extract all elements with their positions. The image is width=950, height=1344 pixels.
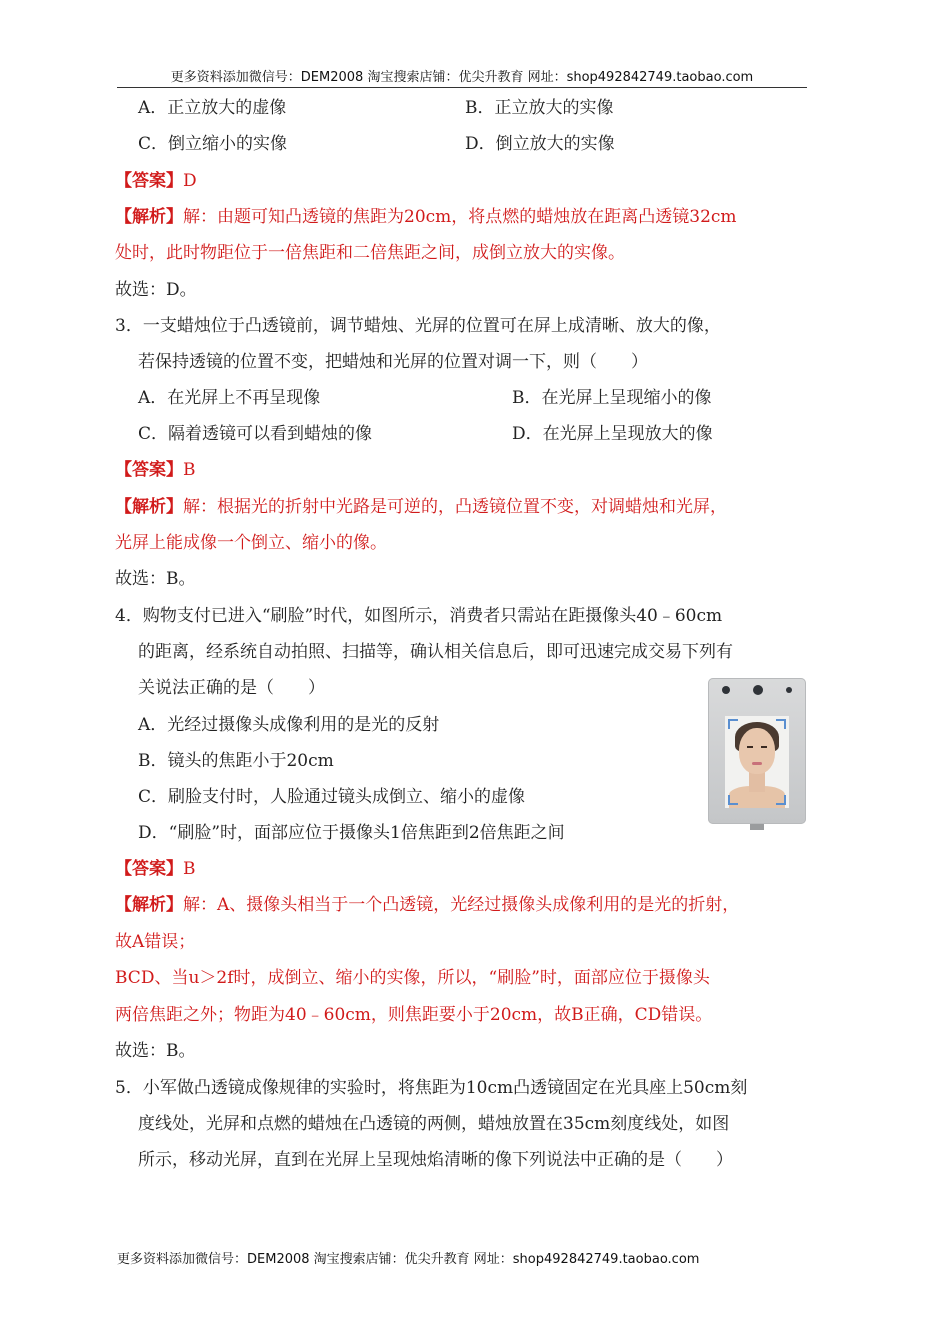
- analysis-label: 【解析】: [115, 497, 183, 517]
- portrait-neck: [749, 772, 765, 792]
- q5-stem-line-3: 所示，移动光屏，直到在光屏上呈现烛焰清晰的像下列说法中正确的是（ ）: [138, 1150, 733, 1170]
- q4-option-a: A．光经过摄像头成像利用的是光的反射: [138, 715, 440, 735]
- q3-option-c: C．隔着透镜可以看到蜡烛的像: [138, 424, 373, 444]
- q4-option-d: D．“刷脸”时，面部应位于摄像头1倍焦距到2倍焦距之间: [138, 823, 565, 843]
- analysis-label: 【解析】: [115, 207, 183, 227]
- q3-answer: [115, 459, 196, 481]
- q4-analysis-line-1: [115, 894, 739, 916]
- q4-answer: [115, 858, 196, 880]
- scan-corner-icon: [728, 795, 738, 805]
- answer-label: 【答案】: [115, 859, 183, 879]
- analysis-text: 解：根据光的折射中光路是可逆的，凸透镜位置不变，对调蜡烛和光屏，: [183, 497, 727, 517]
- face-payment-device-image: [708, 678, 806, 824]
- q4-analysis-line-3: BCD、当u＞2f时，成倒立、缩小的实像，所以，“刷脸”时，面部应位于摄像头: [115, 968, 710, 988]
- q3-option-d: D．在光屏上呈现放大的像: [512, 424, 713, 444]
- q3-analysis-line-1: [115, 496, 727, 518]
- portrait-lips: [752, 762, 762, 765]
- device-stand: [750, 824, 764, 830]
- analysis-text: 解：由题可知凸透镜的焦距为20cm，将点燃的蜡烛放在距离凸透镜32cm: [183, 207, 737, 227]
- q2-answer: [115, 170, 197, 192]
- q2-analysis-line-1: [115, 206, 808, 228]
- q3-option-a: A．在光屏上不再呈现像: [138, 388, 321, 408]
- scan-corner-icon: [776, 795, 786, 805]
- analysis-text: 解：A、摄像头相当于一个凸透镜，光经过摄像头成像利用的是光的折射，: [183, 895, 740, 915]
- portrait-eye: [761, 746, 767, 748]
- sensor-dot: [786, 687, 792, 693]
- q2-option-a: A．正立放大的虚像: [138, 98, 287, 118]
- q3-stem-line-1: 3．一支蜡烛位于凸透镜前，调节蜡烛、光屏的位置可在屏上成清晰、放大的像，: [115, 316, 721, 336]
- q4-option-b: B．镜头的焦距小于20cm: [138, 751, 334, 771]
- answer-value: D: [183, 171, 197, 191]
- answer-value: B: [183, 460, 196, 480]
- answer-label: 【答案】: [115, 171, 183, 191]
- q3-analysis-line-2: 光屏上能成像一个倒立、缩小的像。: [115, 533, 387, 553]
- portrait-eye: [747, 746, 753, 748]
- q4-stem-line-1: 4．购物支付已进入“刷脸”时代，如图所示，消费者只需站在距摄像头40﹣60cm: [115, 606, 723, 626]
- device-screen: [725, 716, 789, 808]
- page-footer: 更多资料添加微信号：DEM2008 淘宝搜索店铺：优尖升教育 网址：shop492842749.taobao.com: [117, 1252, 700, 1267]
- portrait-face: [739, 728, 775, 774]
- q4-stem-line-3: 关说法正确的是（ ）: [138, 678, 325, 698]
- q3-conclusion: 故选：B。: [115, 569, 196, 589]
- header-divider: [117, 87, 807, 88]
- q4-analysis-line-2: 故A错误；: [115, 932, 196, 952]
- scan-corner-icon: [776, 719, 786, 729]
- camera-lens-icon: [753, 685, 763, 695]
- q2-option-d: D．倒立放大的实像: [465, 134, 615, 154]
- q2-option-c: C．倒立缩小的实像: [138, 134, 288, 154]
- q5-stem-line-2: 度线处，光屏和点燃的蜡烛在凸透镜的两侧，蜡烛放置在35cm刻度线处，如图: [138, 1114, 730, 1134]
- scan-corner-icon: [728, 719, 738, 729]
- analysis-label: 【解析】: [115, 895, 183, 915]
- q4-stem-line-2: 的距离，经系统自动拍照、扫描等，确认相关信息后，即可迅速完成交易下列有: [138, 642, 733, 662]
- q3-stem-line-2: 若保持透镜的位置不变，把蜡烛和光屏的位置对调一下，则（ ）: [138, 352, 648, 372]
- q4-analysis-line-4: 两倍焦距之外；物距为40﹣60cm，则焦距要小于20cm，故B正确，CD错误。: [115, 1005, 713, 1025]
- q5-stem-line-1: 5．小军做凸透镜成像规律的实验时，将焦距为10cm凸透镜固定在光具座上50cm刻: [115, 1078, 748, 1098]
- q2-analysis-line-2: 处时，此时物距位于一倍焦距和二倍焦距之间，成倒立放大的实像。: [115, 243, 625, 263]
- q4-conclusion: 故选：B。: [115, 1041, 196, 1061]
- answer-value: B: [183, 859, 196, 879]
- logo-dot: [722, 686, 730, 694]
- q2-option-b: B．正立放大的实像: [465, 98, 614, 118]
- page-header: 更多资料添加微信号：DEM2008 淘宝搜索店铺：优尖升教育 网址：shop492842749.taobao.com: [170, 70, 754, 85]
- q3-option-b: B．在光屏上呈现缩小的像: [512, 388, 712, 408]
- q2-conclusion: 故选：D。: [115, 280, 197, 300]
- q4-option-c: C．刷脸支付时，人脸通过镜头成倒立、缩小的虚像: [138, 787, 526, 807]
- answer-label: 【答案】: [115, 460, 183, 480]
